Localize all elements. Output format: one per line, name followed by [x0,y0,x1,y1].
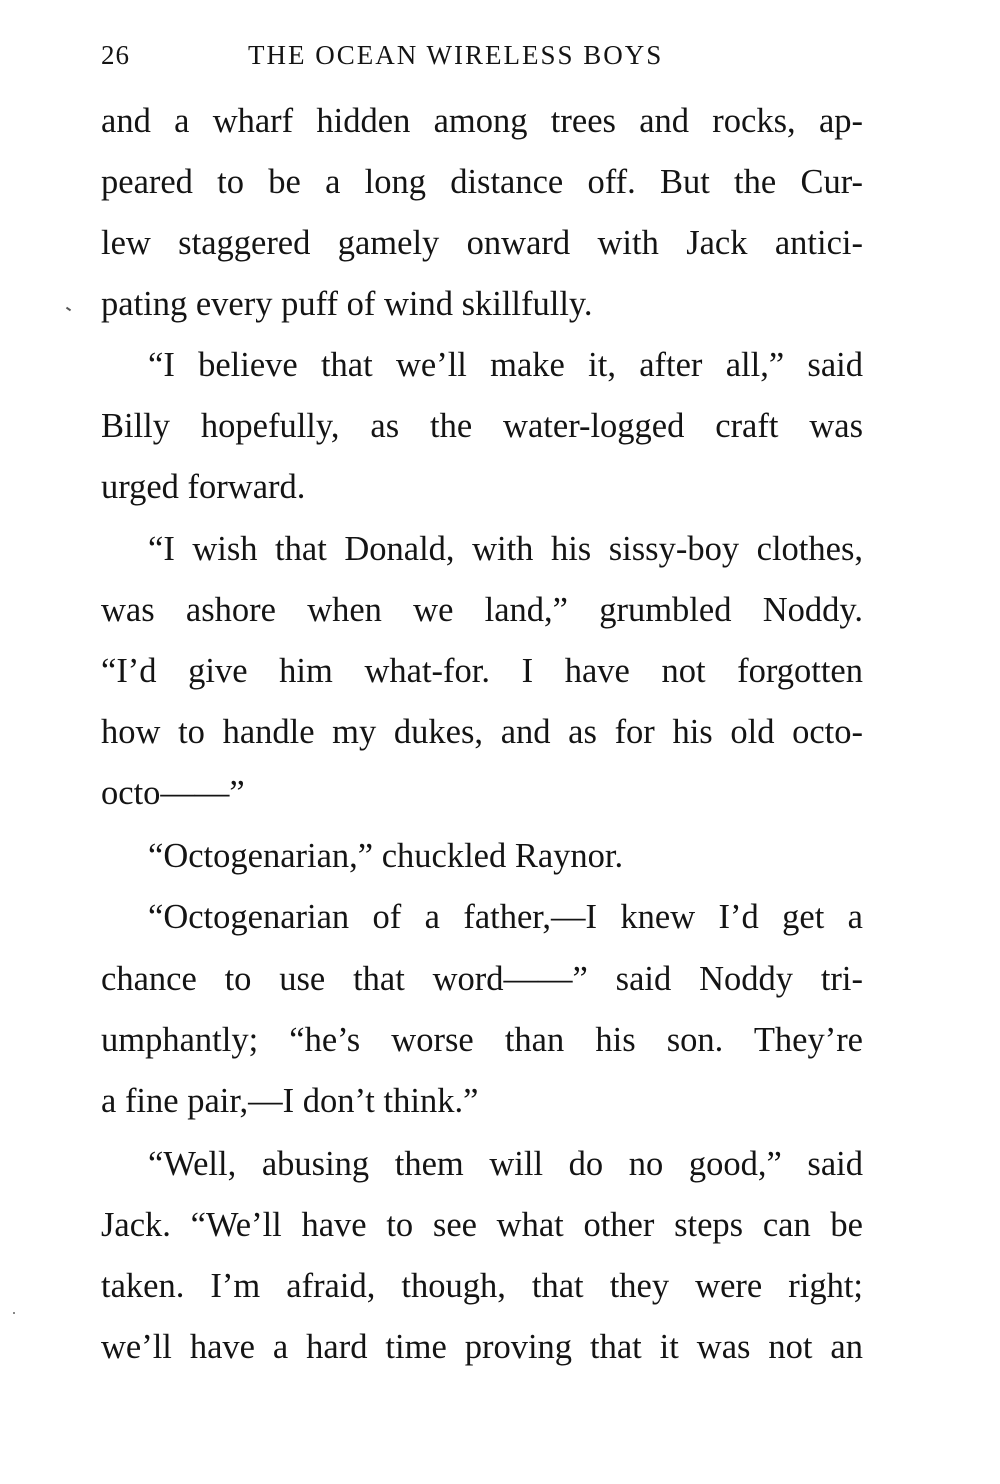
text-line: “I believe that we’ll make it, after all,” said [148,346,863,384]
text-line: was ashore when we land,” grumbled Noddy. [101,591,863,629]
text-line: “Well, abusing them will do no good,” said [148,1145,863,1183]
text-line: lew staggered gamely onward with Jack antici- [101,224,863,262]
text-line: “I’d give him what-for. I have not forgotten [101,652,863,690]
text-line: peared to be a long distance off. But the Cur- [101,163,863,201]
text-line: “I wish that Donald, with his sissy-boy clothes, [148,530,863,568]
text-line: Jack. “We’ll have to see what other steps can be [101,1206,863,1244]
text-line: “Octogenarian of a father,—I knew I’d get a [148,898,863,936]
text-line: and a wharf hidden among trees and rocks, ap- [101,102,863,140]
text-line: “Octogenarian,” chuckled Raynor. [148,837,624,875]
text-line: we’ll have a hard time proving that it was not an [101,1328,863,1366]
text-line: octo——” [101,774,245,812]
margin-speck [13,1312,15,1314]
text-line: how to handle my dukes, and as for his old octo- [101,713,863,751]
text-line: pating every puff of wind skillfully. [101,285,593,323]
page-number: 26 [101,40,130,70]
text-line: a fine pair,—I don’t think.” [101,1082,479,1120]
text-line: taken. I’m afraid, though, that they were right; [101,1267,863,1305]
text-line: Billy hopefully, as the water-logged craft was [101,407,863,445]
text-line: urged forward. [101,468,306,506]
running-header [101,40,863,80]
text-line: umphantly; “he’s worse than his son. They’re [101,1021,863,1059]
text-line: chance to use that word——” said Noddy tri- [101,960,863,998]
running-title: THE OCEAN WIRELESS BOYS [248,40,664,70]
margin-mark [66,307,71,312]
